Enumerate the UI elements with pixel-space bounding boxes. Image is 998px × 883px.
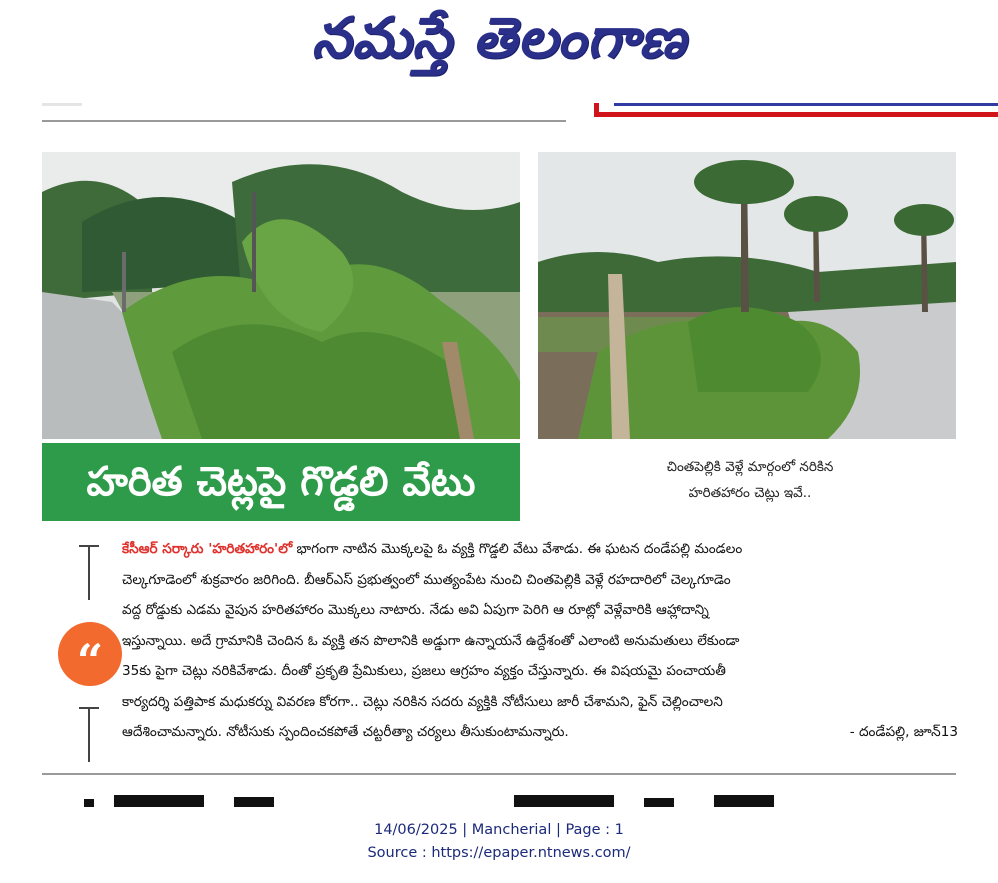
body-line: [122, 534, 958, 565]
bottom-rule: [42, 773, 956, 775]
quote-line-bottom: [88, 707, 90, 762]
article-dateline: - దండేపల్లి, జూన్13: [849, 724, 958, 740]
photo-left: [42, 152, 520, 439]
top-rule-left: [42, 120, 566, 122]
masthead-title: నమస్తే తెలంగాణ: [311, 6, 687, 71]
body-line: 35కు పైగా చెట్లు నరికివేశాడు. దీంతో ప్రకృతి ప్రేమికులు, ప్రజలు ఆగ్రహం వ్యక్తం చేస్తున్నారు. ఈ విషయమై పంచాయతీ: [122, 663, 726, 679]
top-rule-accent: [42, 103, 82, 106]
quote-icon: [58, 622, 122, 686]
article-headline: హరిత చెట్లపై గొడ్డలి వేటు: [42, 443, 520, 521]
masthead: [0, 6, 998, 85]
footer-source: Source : https://epaper.ntnews.com/: [367, 845, 631, 861]
body-line: కార్యదర్శి పత్తిపాక మధుకర్ను వివరణ కోరగా.. చెట్లు నరికిన సదరు వ్యక్తికి నోటీసులు జారీ చేశామని, ఫైన్ చెల్లించాలని: [122, 693, 723, 710]
blue-rule: [614, 103, 998, 106]
body-line: ఇస్తున్నాయి. అదే గ్రామానికి చెందిన ఓ వ్యక్తి తన పొలానికి అడ్డుగా ఉన్నాయనే ఉద్దేశంతో ఎలాంటి అనుమతులు లేకుండా: [122, 632, 740, 649]
body-line-last: [122, 717, 958, 748]
body-line: వద్ద రోడ్డుకు ఎడమ వైపున హరితహారం మొక్కలు నాటారు. నేడు అవి ఏపుగా పెరిగి ఆ రూట్లో వెళ్లేవారికి ఆహ్లాదాన్ని: [122, 602, 709, 618]
caption-line: చింతపెల్లికి వెళ్లే మార్గంలో నరికిన: [666, 459, 834, 475]
quote-tick-bottom: [79, 707, 99, 709]
photo-caption: [560, 454, 940, 506]
footer-meta: 14/06/2025 | Mancherial | Page : 1: [374, 822, 624, 838]
article-lead: కేసీఆర్ సర్కారు 'హరితహారం'లో: [122, 541, 293, 557]
quote-mark: “: [76, 634, 104, 688]
photo-right: [538, 152, 956, 439]
cut-off-headline-strip: [84, 795, 784, 807]
body-line-text: భాగంగా నాటిన మొక్కలపై ఓ వ్యక్తి గొడ్డలి వేటు వేశాడు. ఈ ఘటన దండేపల్లి మండలం: [296, 541, 743, 557]
body-line: చెల్కగూడెంలో శుక్రవారం జరిగింది. బీఆర్ఎస్ ప్రభుత్వంలో ముత్యంపేట నుంచి చింతపెల్లికి వెళ్లే రహదారిలో చెల్కగూడెం: [122, 571, 731, 588]
caption-line: హరితహారం చెట్లు ఇవే..: [688, 485, 812, 501]
quote-line-top: [88, 545, 90, 600]
body-line-text: ఆదేశించామన్నారు. నోటీసుకు స్పందించకపోతే చట్టరీత్యా చర్యలు తీసుకుంటామన్నారు.: [122, 724, 569, 740]
article-body: [122, 534, 958, 748]
